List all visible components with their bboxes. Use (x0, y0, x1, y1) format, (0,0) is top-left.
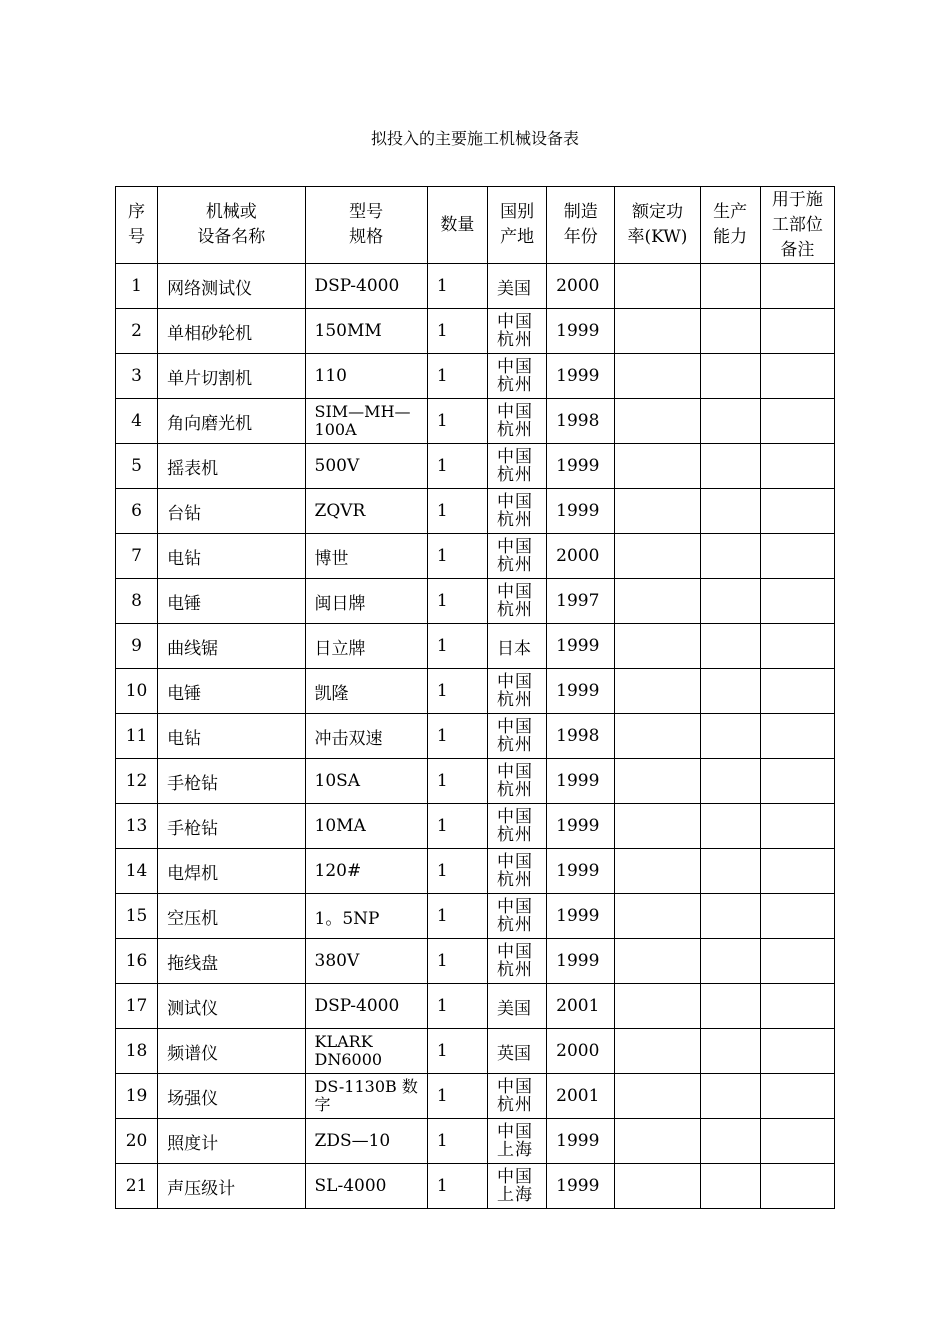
cell-name: 电锤 (158, 579, 305, 624)
origin-line: 杭州 (497, 870, 533, 890)
cell-note (760, 399, 834, 444)
cell-capacity (700, 624, 760, 669)
cell-note (760, 1164, 834, 1209)
cell-capacity (700, 1119, 760, 1164)
cell-name: 电锤 (158, 669, 305, 714)
model-line: ZQVR (314, 501, 366, 521)
cell-note (760, 309, 834, 354)
cell-name: 手枪钻 (158, 804, 305, 849)
cell-power (615, 1164, 700, 1209)
origin-line: 杭州 (497, 465, 533, 485)
cell-name: 摇表机 (158, 444, 305, 489)
cell-qty: 1 (427, 624, 487, 669)
cell-no: 12 (116, 759, 158, 804)
origin-line: 杭州 (497, 825, 533, 845)
cell-no: 13 (116, 804, 158, 849)
model-line: DSP-4000 (314, 996, 400, 1016)
cell-note (760, 444, 834, 489)
cell-note (760, 1074, 834, 1119)
cell-power (615, 354, 700, 399)
origin-line: 中国 (497, 717, 533, 737)
cell-origin (488, 399, 547, 444)
header-year: 制造 年份 (547, 187, 615, 264)
cell-power (615, 804, 700, 849)
table-row (116, 1164, 835, 1209)
cell-note (760, 804, 834, 849)
origin-line: 杭州 (497, 510, 533, 530)
origin-line: 中国 (497, 582, 533, 602)
model-line: 100A (314, 420, 357, 439)
header-power: 额定功 率(KW) (615, 187, 700, 264)
table-row (116, 579, 835, 624)
cell-capacity (700, 669, 760, 714)
cell-note (760, 534, 834, 579)
origin-line: 中国 (497, 447, 533, 467)
cell-capacity (700, 1164, 760, 1209)
origin-line: 杭州 (497, 915, 533, 935)
cell-capacity (700, 714, 760, 759)
header-origin: 国别 产地 (488, 187, 547, 264)
table-row (116, 309, 835, 354)
header-capacity: 生产 能力 (700, 187, 760, 264)
table-row (116, 1074, 835, 1119)
cell-name: 拖线盘 (158, 939, 305, 984)
cell-name: 测试仪 (158, 984, 305, 1029)
origin-line: 杭州 (497, 375, 533, 395)
origin-line: 杭州 (497, 960, 533, 980)
origin-line: 中国 (497, 897, 533, 917)
cell-qty: 1 (427, 264, 487, 309)
cell-no: 1 (116, 264, 158, 309)
model-line: DS-1130B 数 (314, 1077, 418, 1096)
model-line: 博世 (314, 548, 349, 569)
cell-model (305, 624, 427, 669)
model-line: 150MM (314, 321, 382, 341)
header-name: 机械或 设备名称 (158, 187, 305, 264)
cell-qty: 1 (427, 444, 487, 489)
cell-origin (488, 894, 547, 939)
cell-qty: 1 (427, 984, 487, 1029)
cell-model (305, 1164, 427, 1209)
cell-qty: 1 (427, 894, 487, 939)
cell-power (615, 534, 700, 579)
cell-capacity (700, 894, 760, 939)
cell-model (305, 759, 427, 804)
origin-line: 杭州 (497, 780, 533, 800)
model-line: 120# (314, 861, 362, 881)
table-row (116, 354, 835, 399)
cell-year: 1997 (547, 579, 615, 624)
cell-note (760, 354, 834, 399)
origin-line: 杭州 (497, 690, 533, 710)
model-line: 500V (314, 456, 360, 476)
cell-origin (488, 984, 547, 1029)
cell-year: 1999 (547, 804, 615, 849)
cell-qty: 1 (427, 1074, 487, 1119)
cell-model (305, 309, 427, 354)
cell-year: 1998 (547, 399, 615, 444)
cell-no: 17 (116, 984, 158, 1029)
cell-qty: 1 (427, 759, 487, 804)
cell-power (615, 1029, 700, 1074)
cell-capacity (700, 489, 760, 534)
cell-model (305, 399, 427, 444)
cell-power (615, 264, 700, 309)
cell-qty: 1 (427, 714, 487, 759)
cell-capacity (700, 1074, 760, 1119)
cell-note (760, 624, 834, 669)
cell-model (305, 714, 427, 759)
model-line: DSP-4000 (314, 276, 400, 296)
model-line: 冲击双速 (314, 728, 383, 749)
cell-note (760, 894, 834, 939)
origin-line: 杭州 (497, 1095, 533, 1115)
origin-line: 美国 (497, 278, 531, 299)
cell-origin (488, 354, 547, 399)
cell-capacity (700, 399, 760, 444)
cell-year: 2000 (547, 1029, 615, 1074)
cell-no: 15 (116, 894, 158, 939)
cell-model (305, 894, 427, 939)
cell-origin (488, 804, 547, 849)
model-line: DN6000 (314, 1050, 383, 1069)
cell-year: 1999 (547, 354, 615, 399)
cell-origin (488, 444, 547, 489)
model-line: ZDS—10 (314, 1131, 391, 1151)
cell-model (305, 939, 427, 984)
cell-model (305, 354, 427, 399)
origin-line: 上海 (497, 1140, 533, 1160)
origin-line: 中国 (497, 1077, 533, 1097)
cell-power (615, 849, 700, 894)
origin-line: 美国 (497, 998, 531, 1019)
cell-capacity (700, 309, 760, 354)
origin-line: 中国 (497, 492, 533, 512)
cell-power (615, 1119, 700, 1164)
cell-model (305, 849, 427, 894)
cell-qty: 1 (427, 1164, 487, 1209)
cell-power (615, 624, 700, 669)
cell-year: 1999 (547, 669, 615, 714)
origin-line: 中国 (497, 402, 533, 422)
cell-note (760, 669, 834, 714)
cell-note (760, 1029, 834, 1074)
cell-name: 电焊机 (158, 849, 305, 894)
cell-origin (488, 1029, 547, 1074)
cell-no: 7 (116, 534, 158, 579)
origin-line: 上海 (497, 1185, 533, 1205)
cell-origin (488, 489, 547, 534)
cell-qty: 1 (427, 354, 487, 399)
cell-capacity (700, 1029, 760, 1074)
table-row (116, 444, 835, 489)
cell-name: 照度计 (158, 1119, 305, 1164)
cell-origin (488, 1164, 547, 1209)
model-line: KLARK (314, 1032, 373, 1051)
cell-no: 20 (116, 1119, 158, 1164)
cell-power (615, 444, 700, 489)
cell-power (615, 1074, 700, 1119)
cell-note (760, 759, 834, 804)
table-row (116, 399, 835, 444)
table-row (116, 984, 835, 1029)
origin-line: 中国 (497, 672, 533, 692)
cell-origin (488, 624, 547, 669)
cell-power (615, 984, 700, 1029)
cell-origin (488, 669, 547, 714)
cell-capacity (700, 264, 760, 309)
cell-note (760, 939, 834, 984)
cell-year: 1999 (547, 444, 615, 489)
equipment-table (115, 186, 835, 1209)
model-line: 闽日牌 (314, 593, 366, 614)
table-row (116, 939, 835, 984)
cell-power (615, 669, 700, 714)
cell-year: 2001 (547, 984, 615, 1029)
origin-line: 中国 (497, 762, 533, 782)
cell-name: 电钻 (158, 534, 305, 579)
cell-origin (488, 714, 547, 759)
cell-model (305, 984, 427, 1029)
model-line: 凯隆 (314, 683, 349, 704)
cell-qty: 1 (427, 534, 487, 579)
table-row (116, 534, 835, 579)
model-line: 1。5NP (314, 908, 380, 929)
header-no: 序 号 (116, 187, 158, 264)
cell-model (305, 1119, 427, 1164)
cell-power (615, 714, 700, 759)
cell-name: 台钻 (158, 489, 305, 534)
cell-qty: 1 (427, 399, 487, 444)
cell-name: 声压级计 (158, 1164, 305, 1209)
cell-name: 单相砂轮机 (158, 309, 305, 354)
cell-no: 14 (116, 849, 158, 894)
cell-no: 3 (116, 354, 158, 399)
origin-line: 英国 (497, 1043, 531, 1064)
origin-line: 杭州 (497, 555, 533, 575)
cell-model (305, 804, 427, 849)
cell-origin (488, 759, 547, 804)
cell-capacity (700, 984, 760, 1029)
cell-origin (488, 1119, 547, 1164)
cell-year: 1999 (547, 894, 615, 939)
cell-power (615, 579, 700, 624)
table-row (116, 804, 835, 849)
cell-capacity (700, 354, 760, 399)
cell-note (760, 264, 834, 309)
origin-line: 杭州 (497, 330, 533, 350)
cell-capacity (700, 849, 760, 894)
cell-year: 2000 (547, 534, 615, 579)
cell-name: 电钻 (158, 714, 305, 759)
cell-qty: 1 (427, 579, 487, 624)
table-row (116, 1119, 835, 1164)
document-title: 拟投入的主要施工机械设备表 (370, 129, 579, 148)
cell-no: 21 (116, 1164, 158, 1209)
cell-no: 19 (116, 1074, 158, 1119)
model-line: 380V (314, 951, 360, 971)
cell-power (615, 399, 700, 444)
cell-note (760, 849, 834, 894)
cell-note (760, 579, 834, 624)
cell-capacity (700, 579, 760, 624)
cell-origin (488, 309, 547, 354)
cell-capacity (700, 534, 760, 579)
model-line: 110 (314, 366, 347, 386)
cell-power (615, 309, 700, 354)
cell-power (615, 894, 700, 939)
origin-line: 中国 (497, 537, 533, 557)
cell-year: 1999 (547, 624, 615, 669)
table-row (116, 669, 835, 714)
cell-qty: 1 (427, 849, 487, 894)
header-qty: 数量 (427, 187, 487, 264)
cell-name: 场强仪 (158, 1074, 305, 1119)
cell-capacity (700, 939, 760, 984)
cell-year: 1999 (547, 1164, 615, 1209)
cell-note (760, 489, 834, 534)
cell-name: 单片切割机 (158, 354, 305, 399)
cell-note (760, 714, 834, 759)
cell-capacity (700, 759, 760, 804)
origin-line: 中国 (497, 807, 533, 827)
cell-name: 频谱仪 (158, 1029, 305, 1074)
cell-qty: 1 (427, 1119, 487, 1164)
cell-year: 1999 (547, 1119, 615, 1164)
table-row (116, 624, 835, 669)
cell-no: 6 (116, 489, 158, 534)
model-line: 日立牌 (314, 638, 366, 659)
model-line: SIM—MH— (314, 402, 411, 421)
cell-origin (488, 579, 547, 624)
cell-name: 空压机 (158, 894, 305, 939)
table-row (116, 849, 835, 894)
cell-model (305, 579, 427, 624)
cell-model (305, 1029, 427, 1074)
cell-no: 5 (116, 444, 158, 489)
cell-no: 4 (116, 399, 158, 444)
cell-model (305, 489, 427, 534)
cell-year: 2000 (547, 264, 615, 309)
table-row (116, 264, 835, 309)
table-row (116, 759, 835, 804)
origin-line: 中国 (497, 1122, 533, 1142)
cell-no: 16 (116, 939, 158, 984)
cell-origin (488, 939, 547, 984)
table-row (116, 1029, 835, 1074)
origin-line: 中国 (497, 357, 533, 377)
header-note: 用于施 工部位 备注 (760, 187, 834, 264)
cell-year: 1999 (547, 489, 615, 534)
cell-model (305, 534, 427, 579)
table-row (116, 714, 835, 759)
cell-note (760, 984, 834, 1029)
model-line: SL-4000 (314, 1176, 387, 1196)
cell-origin (488, 534, 547, 579)
origin-line: 杭州 (497, 735, 533, 755)
cell-model (305, 444, 427, 489)
table-row (116, 894, 835, 939)
cell-year: 1999 (547, 849, 615, 894)
cell-no: 10 (116, 669, 158, 714)
cell-capacity (700, 804, 760, 849)
model-line: 字 (314, 1095, 331, 1114)
cell-origin (488, 1074, 547, 1119)
cell-origin (488, 849, 547, 894)
origin-line: 日本 (497, 638, 531, 659)
cell-no: 8 (116, 579, 158, 624)
cell-year: 1999 (547, 939, 615, 984)
cell-no: 11 (116, 714, 158, 759)
cell-name: 角向磨光机 (158, 399, 305, 444)
cell-power (615, 759, 700, 804)
origin-line: 中国 (497, 312, 533, 332)
origin-line: 中国 (497, 1167, 533, 1187)
cell-year: 1999 (547, 309, 615, 354)
cell-model (305, 669, 427, 714)
cell-qty: 1 (427, 669, 487, 714)
cell-name: 手枪钻 (158, 759, 305, 804)
cell-origin (488, 264, 547, 309)
cell-power (615, 489, 700, 534)
model-line: 10MA (314, 816, 366, 836)
cell-name: 网络测试仪 (158, 264, 305, 309)
cell-no: 18 (116, 1029, 158, 1074)
origin-line: 中国 (497, 852, 533, 872)
table-header-row (116, 187, 835, 264)
cell-year: 2001 (547, 1074, 615, 1119)
cell-qty: 1 (427, 309, 487, 354)
origin-line: 杭州 (497, 600, 533, 620)
cell-year: 1998 (547, 714, 615, 759)
cell-model (305, 264, 427, 309)
header-model: 型号 规格 (305, 187, 427, 264)
cell-qty: 1 (427, 804, 487, 849)
cell-name: 曲线锯 (158, 624, 305, 669)
cell-no: 9 (116, 624, 158, 669)
origin-line: 中国 (497, 942, 533, 962)
cell-qty: 1 (427, 939, 487, 984)
cell-no: 2 (116, 309, 158, 354)
cell-year: 1999 (547, 759, 615, 804)
table-row (116, 489, 835, 534)
origin-line: 杭州 (497, 420, 533, 440)
cell-qty: 1 (427, 489, 487, 534)
cell-model (305, 1074, 427, 1119)
cell-capacity (700, 444, 760, 489)
cell-qty: 1 (427, 1029, 487, 1074)
model-line: 10SA (314, 771, 361, 791)
cell-note (760, 1119, 834, 1164)
cell-power (615, 939, 700, 984)
